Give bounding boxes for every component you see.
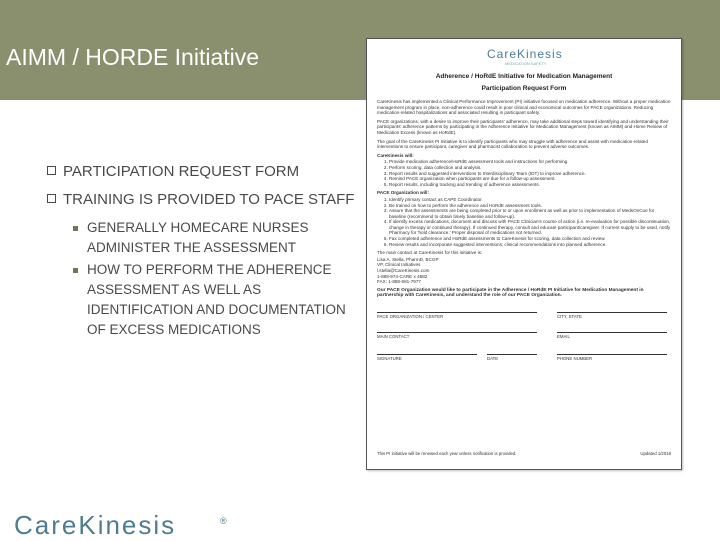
bullet-text: TRAINING IS PROVIDED TO PACE STAFF: [63, 191, 355, 208]
doc-list-item: 5. Report results, including tracking and trending of adherence assessments.: [389, 182, 671, 188]
doc-contact-line: FAX: 1-888-581-7977: [377, 279, 421, 285]
doc-body: [377, 99, 671, 368]
doc-section-title: PACE Organization will:: [377, 190, 429, 196]
doc-field-row: [377, 324, 671, 346]
checkbox-bullet-icon: [47, 194, 56, 203]
doc-callout: Our PACE Organization would like to participate in the Adherence / HoRdE PI Initiative for Medication Management in partnership with CareKinesis, and understand the role of our PACE Organization.: [377, 287, 644, 299]
doc-contact-intro: The main contact at CareKinesis for this initiative is:: [377, 250, 483, 256]
doc-paragraph: PACE organizations, with a desire to improve their participants' adherence, may take additional steps toward identifying and understanding their participants' adherence patterns by participating in the Adherence Initiative for Medication Management (known as AIMM) and Home Review of Medication Excess (known as HoRdE).: [377, 118, 669, 135]
doc-contact-line: l.stella@CareKinesis.com: [377, 268, 430, 274]
doc-updated: Updated 1/2018: [640, 451, 671, 456]
doc-footer-note: This PI initiative will be renewed each year unless notification is provided.: [377, 451, 517, 456]
sub-bullet-item: [47, 260, 367, 340]
registered-mark: ®: [220, 516, 227, 526]
doc-subtitle: Participation Request Form: [481, 85, 567, 92]
doc-title: Adherence / HoRdE Initiative for Medication Management: [435, 73, 613, 80]
doc-logo: CareKinesis: [487, 47, 563, 61]
doc-list-item: 2. Perform scoring, data collection and analysis.: [389, 165, 671, 171]
doc-paragraph: CareKinesis has implemented a Clinical Performance Improvement (PI) initiative focused on medication adherence. Without a proper medication management program in place, non-adherence could result in poor clinical and economical outcomes for PACE organizations. Reducing medication-related hospitalizations and associated resulting in participant safety.: [377, 99, 671, 116]
slide-title: AIMM / HORDE Initiative: [6, 44, 260, 70]
bullet-item: [47, 188, 367, 212]
doc-field-label: EMAIL: [557, 332, 667, 340]
carekinesis-logo: [14, 510, 227, 540]
doc-list-item: 5. Fax completed adherence and HoRdE assessments to CareKinesis for scoring, data collection and review.: [389, 236, 671, 242]
doc-contact-line: Lisa A. Stella, PharmD, BCGP: [377, 256, 439, 262]
logo-text: CareKinesis: [14, 510, 177, 540]
checkbox-bullet-icon: [47, 166, 56, 175]
doc-footer: [377, 451, 671, 456]
doc-logo-tagline: MEDICATION SAFETY: [505, 61, 547, 66]
doc-list: [377, 197, 671, 247]
doc-field-label: PACE ORGANIZATION / CENTER: [377, 312, 537, 320]
doc-field-label: SIGNATURE: [377, 354, 477, 362]
doc-list-item: 4. If identify excess medications, document and discuss with PACE Clinician's course of action (i.e. re-evaluation for possible discontinuation, change in therapy or continued therapy). If continued therapy, consult and educate participant/caregiver. If current supply to be used, notify Pharmacy for 'hold clearance.' Proper disposal of medications not returned.: [389, 219, 671, 236]
doc-list: [377, 159, 671, 187]
sub-bullet-item: [47, 218, 367, 258]
sub-bullet-text: GENERALLY HOMECARE NURSES ADMINISTER THE ASSESSMENT: [87, 220, 309, 255]
doc-field-label: DATE: [487, 354, 537, 362]
doc-list-item: 4. Remind PACE organization when participants are due for a follow-up assessment.: [389, 176, 671, 182]
doc-field-row: [377, 302, 671, 324]
doc-list-item: 3. Assure that the assessments are being completed prior to or upon enrollment as well as prior to implementation of MedsOnCue for baseline (recommend to obtain timely baseline and follow-up).: [389, 208, 671, 219]
doc-list-item: 1. Identify primary contact as CAPE Coordinator.: [389, 197, 671, 203]
participation-form-image: [366, 38, 682, 470]
bullet-text: PARTICIPATION REQUEST FORM: [63, 163, 300, 180]
doc-contact-line: 1-888-974-CARE x 4882: [377, 273, 428, 279]
square-bullet-icon: [73, 226, 78, 231]
bullet-list: [47, 160, 367, 342]
doc-list-item: 1. Provide medication adherence/HoRdE assessment tools and instructions for performing.: [389, 159, 671, 165]
doc-list-item: 3. Report results and suggested interventions to Interdisciplinary Team (IDT) to improve adherence.: [389, 171, 671, 177]
doc-field-label: PHONE NUMBER: [557, 354, 667, 362]
doc-list-item: 6. Review results and incorporate suggested interventions; clinical recommendations into planned adherence.: [389, 242, 671, 248]
bullet-item: [47, 160, 367, 184]
sub-bullet-text: HOW TO PERFORM THE ADHERENCE ASSESSMENT AS WELL AS IDENTIFICATION AND DOCUMENTATION OF EXCESS MEDICATIONS: [87, 262, 346, 337]
square-bullet-icon: [73, 268, 78, 273]
doc-paragraph: The goal of the CareKinesis PI Initiative is to identify participants who may struggle with adherence and assist with medication-related interventions to ensure participant, caregiver and pharmacist collaboration to prevent adverse outcomes.: [377, 138, 648, 150]
doc-field-label: CITY, STATE: [557, 312, 667, 320]
doc-section-title: CareKinesis will:: [377, 152, 414, 158]
doc-list-item: 2. Be trained on how to perform the adherence and HoRdE assessment tools.: [389, 203, 671, 209]
doc-contact-line: VP, Clinical Initiatives: [377, 262, 421, 268]
doc-field-label: MAIN CONTACT: [377, 332, 537, 340]
doc-field-row: [377, 346, 671, 368]
